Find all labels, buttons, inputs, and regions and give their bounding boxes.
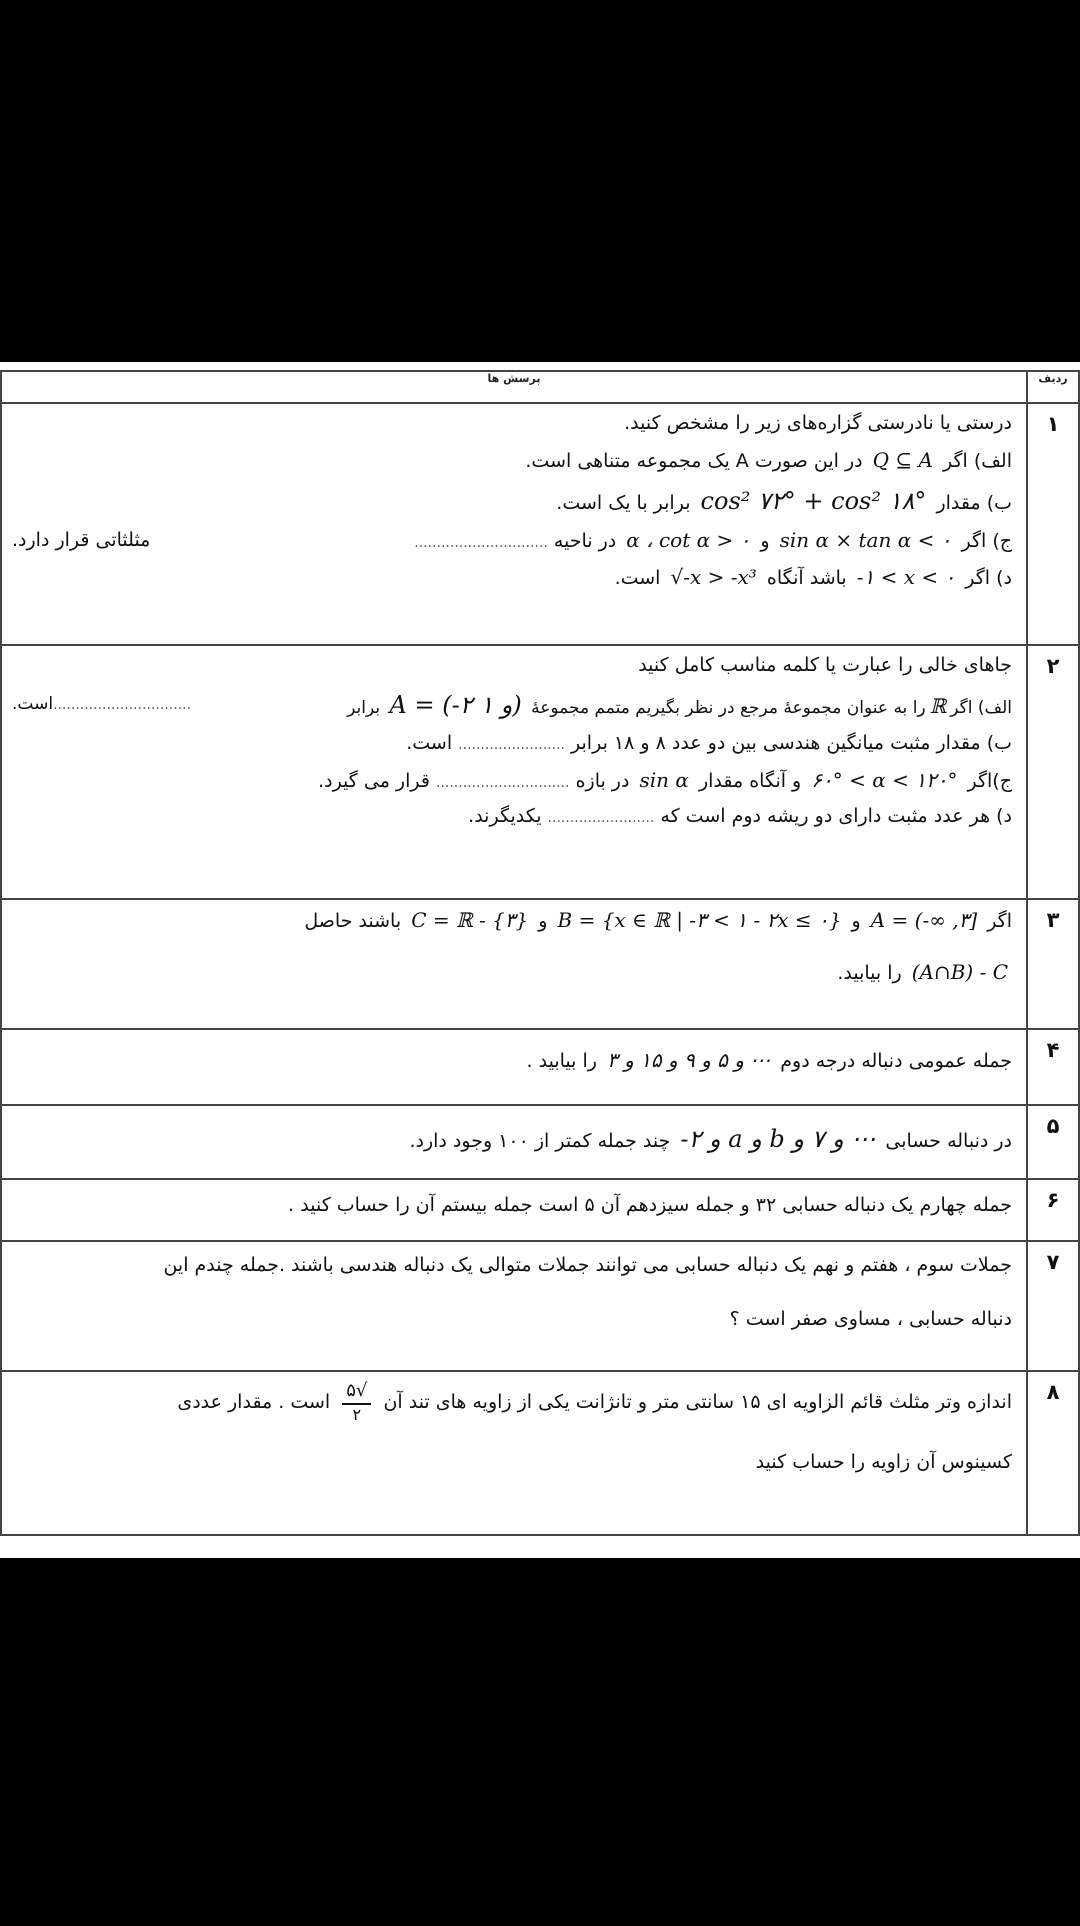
questions-column-header: پرسش ها <box>1 371 1027 403</box>
q2-part-d: د) هر عدد مثبت دارای دو ریشه دوم است که ........................ یکدیگرند. <box>468 805 1012 828</box>
q3-line2: (A∩B) - C را بیابید. <box>12 960 1012 986</box>
q3-line1: اگر A = (-∞ ,۳] و B = {x ∈ ℝ | -۳ < ۱ - ۲x ≤ ۰} و C = ℝ - {۳} باشند حاصل <box>304 908 1012 932</box>
question-row-1 <box>1 403 1079 645</box>
real-numbers-symbol: ℝ <box>929 693 947 718</box>
question-number: ۸ <box>1027 1371 1079 1535</box>
blank-line: .............................. <box>414 534 548 551</box>
question-body: در دنباله حسابی -۲ و a و b و ۷ و ⋯ چند جمله کمتر از ۱۰۰ وجود دارد. <box>1 1105 1027 1179</box>
question-body: اندازه وتر مثلث قائم الزاویه ای ۱۵ سانتی متر و تانژانت یکی از زاویه های تند آن $\frac{√۵}{۲}$ است . مقدار عددی کسینوس آن زاویه را حساب کنید <box>1 1371 1027 1535</box>
math-expression: ۳ و ۵ و ۹ و ۱۵ و ⋯ <box>606 1048 771 1072</box>
fraction: $\frac{√۵}{۲}$ <box>342 1380 371 1425</box>
math-expression: √-x > -x³ <box>670 565 757 590</box>
question-number: ۳ <box>1027 899 1079 1029</box>
table-header <box>1 371 1079 403</box>
question-body: جمله عمومی دنباله درجه دوم ۳ و ۵ و ۹ و ۱۵ و ⋯ را بیابید . <box>1 1029 1027 1105</box>
question-body <box>1 645 1027 899</box>
math-expression: (A∩B) - C <box>911 959 1008 984</box>
math-expression: -۲ و a و b و ۷ و ⋯ <box>680 1125 876 1153</box>
question-body <box>1 899 1027 1029</box>
q1-part-a: الف) اگر Q ⊆ A در این صورت A یک مجموعه متناهی است. <box>525 447 1012 472</box>
q2-part-b: ب) مقدار مثبت میانگین هندسی بین دو عدد ۸ و ۱۸ برابر ........................ است. <box>406 731 1012 754</box>
question-row-7 <box>1 1241 1079 1371</box>
math-expression: α ، cot α > ۰ <box>626 527 751 552</box>
math-expression: A = (-۲ و ۱) <box>389 690 522 719</box>
question-number: ۴ <box>1027 1029 1079 1105</box>
math-expression: sin α <box>639 767 689 792</box>
q2-part-a: الف) اگرℝرا به عنوان مجموعهٔ مرجع در نظر بگیریم متمم مجموعهٔ A = (-۲ و ۱) برابر ...............................است. <box>12 690 1012 719</box>
question-body <box>1 403 1027 645</box>
question-number: ۷ <box>1027 1241 1079 1371</box>
question-row-6 <box>1 1179 1079 1241</box>
q2-part-c: ج)اگر ۶۰° < α < ۱۲۰° و آنگاه مقدار sin α در بازه .............................. قرار می گیرد. <box>318 767 1012 792</box>
question-number: ۱ <box>1027 403 1079 645</box>
question-body: جمله چهارم یک دنباله حسابی ۳۲ و جمله سیزدهم آن ۵ است جمله بیستم آن را حساب کنید . <box>1 1179 1027 1241</box>
question-row-5 <box>1 1105 1079 1179</box>
math-expression: C = ℝ - {۳} <box>411 908 529 932</box>
blank-line: ........................ <box>547 810 655 827</box>
row-column-header: ردیف <box>1027 371 1079 403</box>
questions-table <box>0 370 1080 1536</box>
question-number: ۵ <box>1027 1105 1079 1179</box>
exam-sheet <box>0 362 1080 1558</box>
math-expression: ۶۰° < α < ۱۲۰° <box>811 767 958 792</box>
math-expression: sin α × tan α < ۰ <box>779 527 952 552</box>
q1-part-c: ج) اگر sin α × tan α < ۰ و α ، cot α > ۰ در ناحیه .............................. مثلثاتی قرار دارد. <box>12 527 1012 552</box>
blank-line: ............................... <box>53 697 192 714</box>
question-body: جملات سوم ، هفتم و نهم یک دنباله حسابی می توانند جملات متوالی یک دنباله هندسی باشند .جمله چندم این دنباله حسابی ، مساوی صفر است ؟ <box>1 1241 1027 1371</box>
q1-part-d: د) اگر -۱ < x < ۰ باشد آنگاه √-x > -x³ است. <box>614 565 1012 590</box>
q1-part-b: ب) مقدار cos² ۷۲° + cos² ۱۸° برابر با یک است. <box>556 486 1012 515</box>
blank-line: .............................. <box>436 774 570 791</box>
q2-intro: جاهای خالی را عبارت یا کلمه مناسب کامل کنید <box>638 654 1012 676</box>
question-number: ۶ <box>1027 1179 1079 1241</box>
blank-line: ........................ <box>458 736 565 753</box>
question-row-2 <box>1 645 1079 899</box>
question-row-3 <box>1 899 1079 1029</box>
question-row-8 <box>1 1371 1079 1535</box>
q1-intro: درستی یا نادرستی گزاره‌های زیر را مشخص کنید. <box>624 412 1012 434</box>
math-expression: A = (-∞ ,۳] <box>870 908 978 932</box>
question-number: ۲ <box>1027 645 1079 899</box>
math-expression: B = {x ∈ ℝ | -۳ < ۱ - ۲x ≤ ۰} <box>557 908 842 932</box>
math-expression: Q ⊆ A <box>872 447 933 472</box>
math-expression: cos² ۷۲° + cos² ۱۸° <box>700 486 927 515</box>
math-expression: -۱ < x < ۰ <box>856 565 956 590</box>
question-row-4 <box>1 1029 1079 1105</box>
